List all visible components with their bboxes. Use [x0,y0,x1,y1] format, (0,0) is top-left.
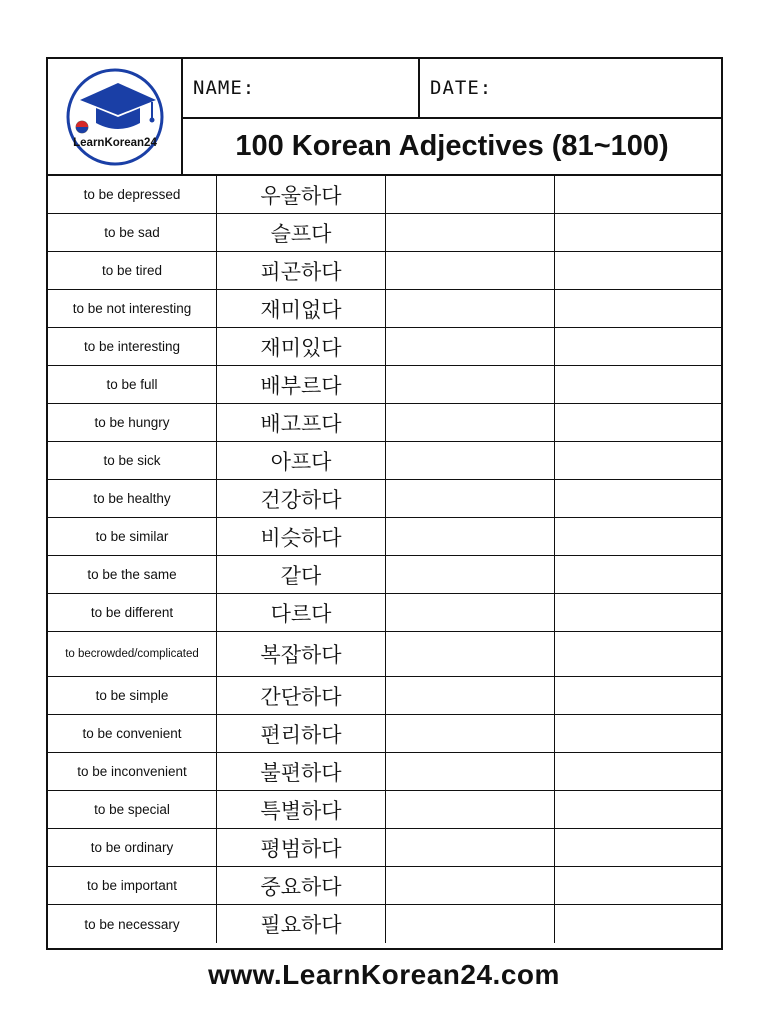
english-meaning: to be tired [48,252,217,289]
practice-cell[interactable] [555,442,721,479]
practice-cell[interactable] [555,556,721,593]
page-title: 100 Korean Adjectives (81~100) [235,130,669,162]
korean-word: 피곤하다 [217,252,386,289]
practice-cell[interactable] [555,214,721,251]
practice-cell[interactable] [386,753,555,790]
english-meaning: to be important [48,867,217,904]
korean-word: 슬프다 [217,214,386,251]
korean-word: 다르다 [217,594,386,631]
name-label: NAME: [193,77,256,99]
korean-word: 비슷하다 [217,518,386,555]
practice-cell[interactable] [386,404,555,441]
table-row [48,176,721,214]
english-meaning: to be not interesting [48,290,217,327]
table-row [48,404,721,442]
practice-cell[interactable] [386,214,555,251]
english-meaning: to be necessary [48,905,217,943]
table-row [48,518,721,556]
practice-cell[interactable] [386,905,555,943]
korean-word: 편리하다 [217,715,386,752]
practice-cell[interactable] [555,176,721,213]
table-row [48,829,721,867]
footer-url: www.LearnKorean24.com [208,959,560,990]
english-meaning: to be inconvenient [48,753,217,790]
practice-cell[interactable] [555,290,721,327]
practice-cell[interactable] [555,905,721,943]
korean-word: 평범하다 [217,829,386,866]
date-field[interactable] [420,59,721,119]
korean-word: 필요하다 [217,905,386,943]
korean-word: 건강하다 [217,480,386,517]
practice-cell[interactable] [386,442,555,479]
practice-cell[interactable] [386,556,555,593]
table-row [48,594,721,632]
korean-word: 불편하다 [217,753,386,790]
practice-cell[interactable] [555,328,721,365]
korean-word: 배고프다 [217,404,386,441]
korean-word: 우울하다 [217,176,386,213]
korean-word: 간단하다 [217,677,386,714]
worksheet-header [48,59,721,176]
english-meaning: to be crowded/complicated [48,632,217,676]
practice-cell[interactable] [555,480,721,517]
learnkorean24-logo [60,67,170,167]
english-meaning: to be simple [48,677,217,714]
practice-cell[interactable] [555,404,721,441]
korean-word: 배부르다 [217,366,386,403]
practice-cell[interactable] [386,518,555,555]
table-row [48,328,721,366]
table-row [48,480,721,518]
practice-cell[interactable] [555,366,721,403]
english-meaning: to be hungry [48,404,217,441]
table-row [48,252,721,290]
table-row [48,715,721,753]
english-meaning: to be different [48,594,217,631]
table-row [48,214,721,252]
practice-cell[interactable] [555,791,721,828]
table-row [48,791,721,829]
english-meaning: to be convenient [48,715,217,752]
practice-cell[interactable] [555,867,721,904]
english-meaning: to be ordinary [48,829,217,866]
practice-cell[interactable] [386,176,555,213]
table-row [48,290,721,328]
worksheet [46,57,723,950]
english-meaning: to be similar [48,518,217,555]
practice-cell[interactable] [386,677,555,714]
table-row [48,442,721,480]
korean-word: 같다 [217,556,386,593]
korean-word: 복잡하다 [217,632,386,676]
practice-cell[interactable] [386,252,555,289]
practice-cell[interactable] [386,328,555,365]
practice-cell[interactable] [386,290,555,327]
practice-cell[interactable] [386,829,555,866]
table-row [48,905,721,943]
logo-text: LearnKorean24 [72,136,157,149]
english-meaning: to be healthy [48,480,217,517]
english-meaning: to be sad [48,214,217,251]
practice-cell[interactable] [555,753,721,790]
table-row [48,677,721,715]
table-row [48,366,721,404]
korean-word: 재미있다 [217,328,386,365]
practice-cell[interactable] [386,366,555,403]
practice-cell[interactable] [555,594,721,631]
korean-word: 특별하다 [217,791,386,828]
practice-cell[interactable] [386,715,555,752]
practice-cell[interactable] [386,632,555,676]
table-row [48,632,721,677]
english-meaning: to be the same [48,556,217,593]
practice-cell[interactable] [555,252,721,289]
practice-cell[interactable] [555,518,721,555]
practice-cell[interactable] [386,480,555,517]
practice-cell[interactable] [555,632,721,676]
practice-cell[interactable] [555,677,721,714]
logo-cell [48,59,183,174]
table-row [48,867,721,905]
practice-cell[interactable] [555,829,721,866]
english-meaning: to be interesting [48,328,217,365]
english-meaning: to be sick [48,442,217,479]
english-meaning: to be depressed [48,176,217,213]
practice-cell[interactable] [386,867,555,904]
korean-word: 아프다 [217,442,386,479]
table-row [48,753,721,791]
practice-cell[interactable] [386,791,555,828]
korean-word: 중요하다 [217,867,386,904]
table-row [48,556,721,594]
practice-cell[interactable] [555,715,721,752]
korean-word: 재미없다 [217,290,386,327]
english-meaning: to be special [48,791,217,828]
english-meaning: to be full [48,366,217,403]
vocabulary-table [48,176,721,948]
practice-cell[interactable] [386,594,555,631]
name-field[interactable] [183,59,420,119]
date-label: DATE: [430,77,493,99]
